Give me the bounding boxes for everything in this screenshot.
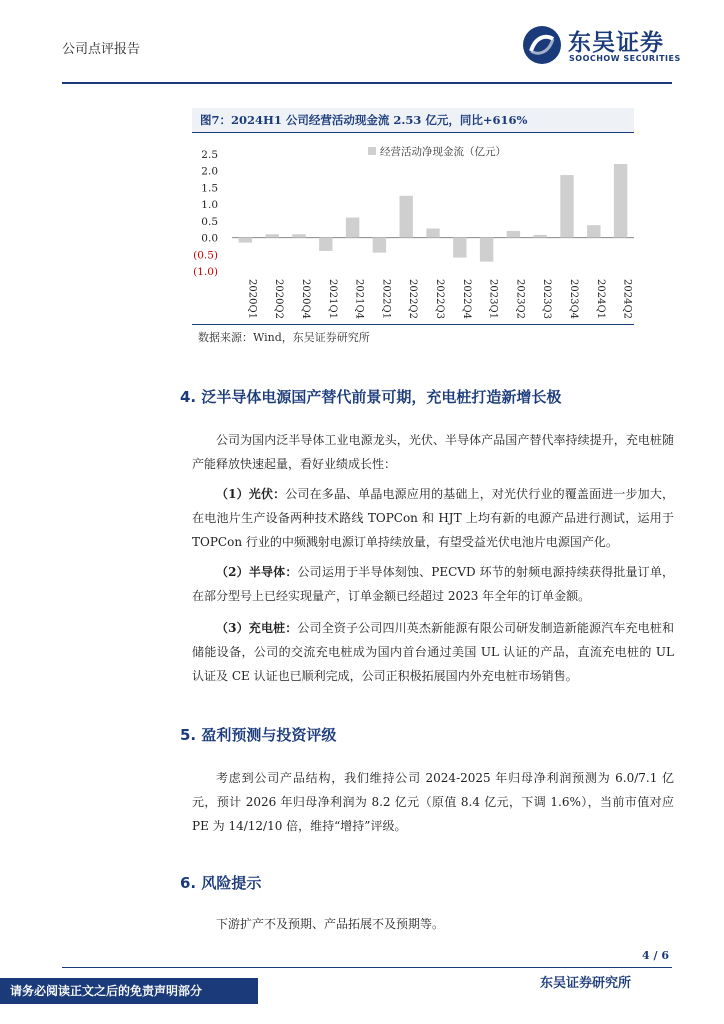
x-tick-label: 2022Q1 — [380, 279, 392, 320]
x-tick-label: 2022Q2 — [407, 279, 419, 320]
section-5-text: 考虑到公司产品结构，我们维持公司 2024-2025 年归母净利润预测为 6.0/7.1 亿元，预计 2026 年归母净利润为 8.2 亿元（原值 8.4 亿元，下调 1.6%），当前市值对应 PE 为 14/12/10 倍，维持“增持”评级。 — [192, 771, 674, 833]
section-4-heading: 4. 泛半导体电源国产替代前景可期，充电桩打造新增长极 — [180, 388, 562, 406]
bar-2020Q1 — [239, 238, 252, 243]
item-pv-text: 公司在多晶、单晶电源应用的基础上，对光伏行业的覆盖面进一步加大，在电池片生产设备两种技术路线 TOPCon 和 HJT 上均有新的电源产品进行测试，运用于 TOPCon 行业的中频溅射电源订单持续放量，有望受益光伏电池片电源国产化。 — [192, 487, 674, 549]
figure-title: 图7：2024H1 公司经营活动现金流 2.53 亿元，同比+616% — [200, 113, 528, 127]
y-axis — [193, 149, 218, 278]
logo-text-cn: 东吴证券 — [568, 30, 664, 56]
cashflow-bar-chart — [192, 138, 642, 328]
section-4-item-charger — [192, 616, 674, 688]
footer-divider — [62, 967, 672, 968]
footer-institute: 东吴证券研究所 — [540, 976, 632, 991]
logo-mark-icon — [522, 25, 562, 65]
x-tick-label: 2022Q4 — [460, 279, 472, 320]
x-tick-label: 2023Q2 — [514, 279, 526, 320]
y-tick-label: 2.0 — [201, 165, 218, 178]
x-tick-label: 2022Q3 — [434, 279, 445, 320]
bar-2022Q4 — [453, 238, 466, 258]
bar-series — [239, 164, 628, 262]
x-tick-label: 2023Q1 — [487, 279, 499, 320]
x-tick-label: 2023Q4 — [568, 279, 579, 320]
x-tick-label: 2023Q3 — [541, 279, 553, 320]
header-divider — [62, 82, 672, 84]
section-5-heading: 5. 盈利预测与投资评级 — [180, 726, 337, 744]
section-4-intro: 公司为国内泛半导体工业电源龙头，光伏、半导体产品国产替代率持续提升，充电桩随产能释放快速起量，看好业绩成长性： — [192, 433, 674, 471]
x-tick-label: 2020Q4 — [300, 279, 311, 320]
bar-2024Q1 — [587, 225, 600, 237]
bar-2022Q2 — [400, 196, 413, 238]
y-tick-label: 1.0 — [201, 199, 218, 212]
x-tick-label: 2020Q2 — [273, 279, 285, 320]
legend-swatch — [368, 147, 376, 155]
item-semi-lead: （2）半导体： — [216, 565, 298, 579]
figure-source: 数据来源：Wind，东吴证券研究所 — [198, 331, 370, 344]
figure-top-rule — [192, 132, 634, 133]
disclaimer-banner[interactable]: 请务必阅读正文之后的免责声明部分 — [0, 978, 258, 1004]
bar-2021Q1 — [319, 238, 332, 251]
legend-label: 经营活动净现金流（亿元） — [380, 146, 506, 158]
report-type-label: 公司点评报告 — [62, 42, 141, 57]
x-tick-label: 2024Q1 — [594, 279, 606, 320]
bar-2023Q1 — [480, 238, 493, 262]
y-tick-label: 0.0 — [201, 232, 218, 245]
x-tick-label: 2020Q1 — [246, 279, 258, 320]
soochow-logo — [522, 24, 682, 68]
item-charger-lead: （3）充电桩： — [216, 621, 298, 635]
logo-text-en: SOOCHOW SECURITIES — [569, 54, 681, 63]
y-tick-label: 2.5 — [201, 149, 218, 161]
item-charger-text: 公司全资子公司四川英杰新能源有限公司研发制造新能源汽车充电桩和储能设备，公司的交流充电桩成为国内首台通过美国 UL 认证的产品，直流充电桩的 UL 认证及 CE 认证也已顺利完成，公司正积极拓展国内外充电桩市场销售。 — [192, 621, 674, 683]
bar-2020Q2 — [266, 234, 279, 237]
bar-2020Q4 — [292, 234, 305, 237]
y-tick-label: (1.0) — [193, 266, 218, 278]
bar-2023Q4 — [560, 175, 573, 238]
section-4-item-pv — [192, 482, 674, 554]
bar-2024Q2 — [614, 164, 627, 238]
bar-2022Q1 — [373, 238, 386, 253]
figure-bottom-rule — [192, 324, 634, 325]
y-tick-label: (0.5) — [193, 249, 218, 262]
y-tick-label: 0.5 — [201, 215, 218, 228]
bar-2022Q3 — [426, 229, 439, 238]
bar-2023Q2 — [507, 231, 520, 238]
y-tick-label: 1.5 — [201, 182, 218, 195]
item-pv-lead: （1）光伏： — [216, 487, 286, 501]
section-6-text: 下游扩产不及预期、产品拓展不及预期等。 — [216, 917, 445, 931]
bar-2021Q4 — [346, 218, 359, 238]
x-axis — [246, 279, 632, 319]
x-tick-label: 2021Q1 — [326, 279, 338, 320]
bar-2023Q3 — [534, 235, 547, 238]
page-number: 4 / 6 — [642, 949, 669, 962]
section-6-heading: 6. 风险提示 — [180, 874, 262, 892]
item-semi-text: 公司运用于半导体刻蚀、PECVD 环节的射频电源持续获得批量订单，在部分型号上已经实现量产，订单金额已经超过 2023 年全年的订单金额。 — [192, 565, 674, 603]
x-tick-label: 2021Q4 — [353, 279, 365, 320]
x-tick-label: 2024Q2 — [621, 279, 633, 320]
section-4-item-semi — [192, 560, 674, 608]
